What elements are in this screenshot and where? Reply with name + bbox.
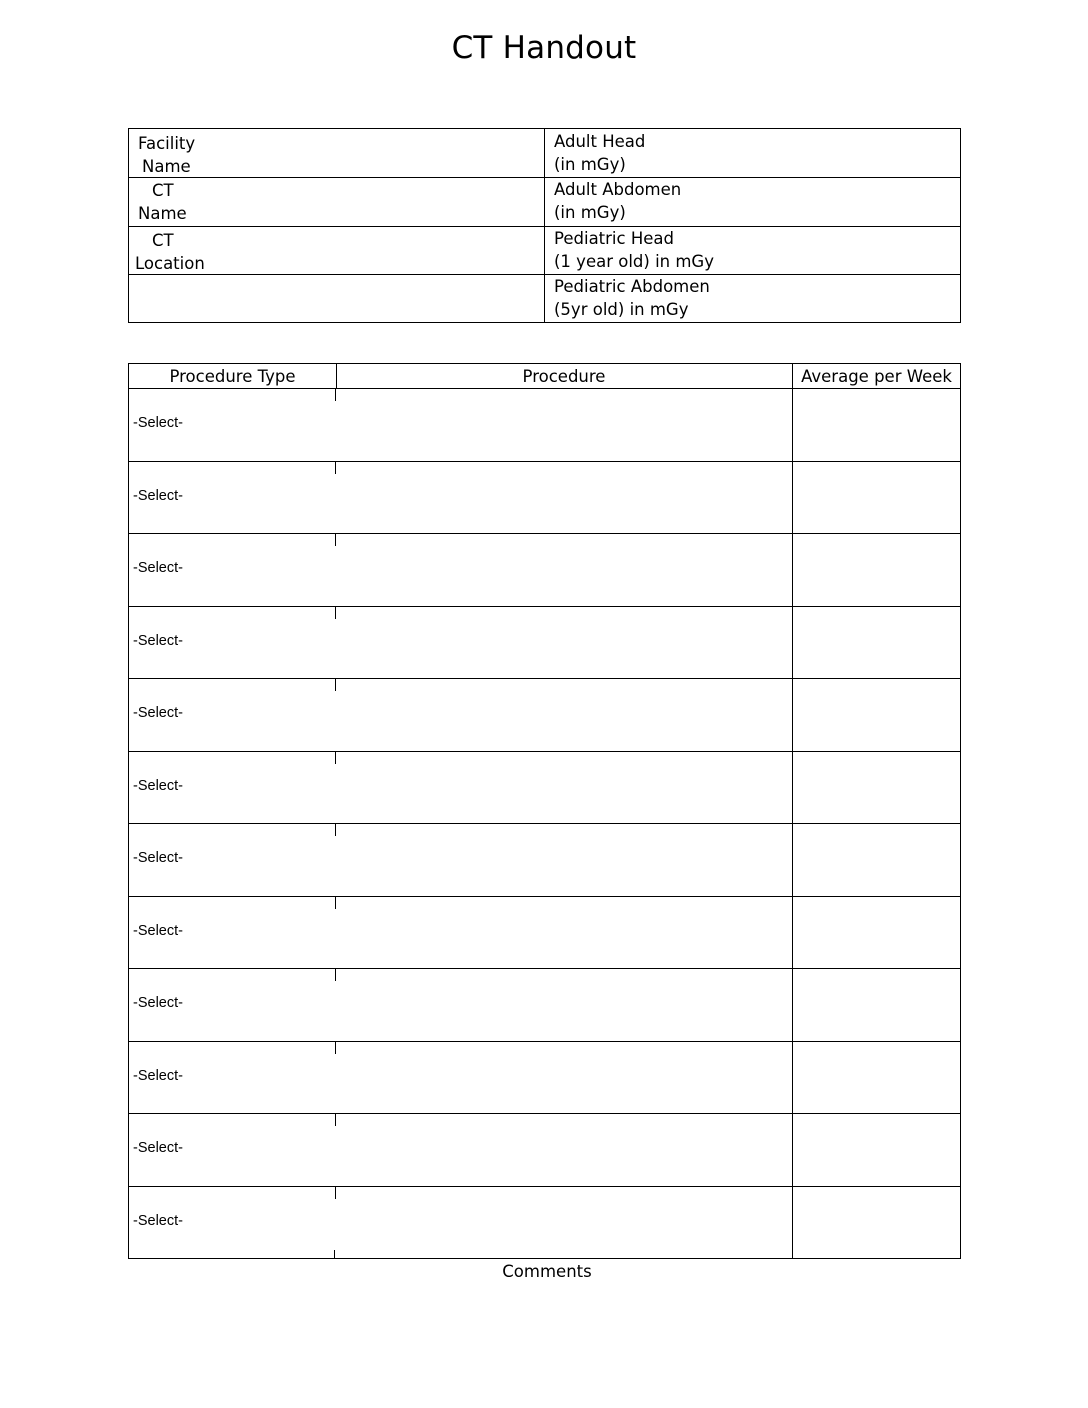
procedure-type-select[interactable]: -Select- [133, 1140, 183, 1156]
dose-row-ct-name [129, 177, 960, 226]
table-end-tick [334, 1250, 335, 1258]
dose-right-label-line1: Adult Head [554, 132, 646, 151]
table-row [129, 679, 960, 752]
average-per-week-field[interactable] [792, 1114, 960, 1186]
cell-divider-tick [335, 752, 336, 764]
cell-divider-tick [335, 462, 336, 474]
average-per-week-field[interactable] [792, 534, 960, 606]
procedure-field[interactable] [337, 621, 789, 673]
procedure-type-select[interactable]: -Select- [133, 560, 183, 576]
header-average-per-week: Average per Week [801, 367, 952, 386]
dose-right-label-line1: Pediatric Abdomen [554, 277, 710, 296]
adult-head-dose-field[interactable] [554, 129, 954, 178]
cell-divider-tick [335, 607, 336, 619]
cell-divider-tick [335, 1187, 336, 1199]
cell-divider-tick [335, 824, 336, 836]
dose-right-label-line2: (5yr old) in mGy [554, 300, 689, 319]
procedure-field[interactable] [337, 1056, 789, 1108]
comments-label: Comments [502, 1262, 592, 1281]
procedure-type-select[interactable]: -Select- [133, 415, 183, 431]
facility-name-field[interactable] [129, 129, 544, 178]
procedure-type-select[interactable]: -Select- [133, 922, 183, 939]
dose-row-facility [129, 129, 960, 178]
table-row [129, 1042, 960, 1115]
adult-abdomen-dose-field[interactable] [554, 178, 954, 227]
dose-right-label-line2: (in mGy) [554, 155, 626, 174]
average-per-week-field[interactable] [792, 824, 960, 896]
procedure-type-select[interactable]: -Select- [133, 487, 183, 504]
procedure-field[interactable] [337, 766, 789, 818]
dose-left-empty-field[interactable] [129, 275, 544, 324]
table-row [129, 389, 960, 462]
dose-left-label-line1: Facility [138, 134, 196, 153]
table-row [129, 897, 960, 970]
procedure-table-header [129, 364, 960, 389]
procedure-type-select[interactable]: -Select- [133, 995, 183, 1011]
cell-divider-tick [335, 679, 336, 691]
average-per-week-field[interactable] [792, 752, 960, 824]
table-row [129, 1114, 960, 1187]
cell-divider-tick [335, 534, 336, 546]
dose-row-ct-location [129, 226, 960, 275]
dose-info-table [128, 128, 961, 323]
average-per-week-field[interactable] [792, 897, 960, 969]
procedure-field[interactable] [337, 693, 789, 745]
header-procedure-type: Procedure Type [169, 367, 296, 386]
dose-left-label-line2: Name [142, 157, 191, 176]
table-row [129, 534, 960, 607]
header-procedure: Procedure [522, 367, 606, 386]
average-per-week-field[interactable] [792, 607, 960, 679]
procedure-field[interactable] [337, 1201, 789, 1253]
cell-divider-tick [335, 1042, 336, 1054]
table-row [129, 462, 960, 535]
average-per-week-field[interactable] [792, 1187, 960, 1259]
average-per-week-field[interactable] [792, 969, 960, 1041]
dose-right-label-line1: Adult Abdomen [554, 180, 682, 199]
table-row [129, 969, 960, 1042]
cell-divider-tick [335, 389, 336, 401]
procedure-field[interactable] [337, 476, 789, 528]
table-row [129, 1187, 960, 1260]
dose-right-label-line1: Pediatric Head [554, 229, 674, 248]
average-per-week-field[interactable] [792, 389, 960, 461]
procedure-type-select[interactable]: -Select- [133, 632, 183, 649]
procedure-table [128, 363, 961, 1259]
cell-divider-tick [335, 897, 336, 909]
procedure-type-select[interactable]: -Select- [133, 1212, 183, 1229]
dose-right-label-line2: (in mGy) [554, 203, 626, 222]
dose-row-pediatric-abdomen [129, 274, 960, 323]
dose-left-label-line2: Location [135, 254, 205, 273]
page-title: CT Handout [451, 30, 637, 66]
procedure-field[interactable] [337, 1128, 789, 1180]
procedure-type-select[interactable]: -Select- [133, 850, 183, 866]
dose-left-label-line1: CT [152, 181, 174, 200]
average-per-week-field[interactable] [792, 679, 960, 751]
procedure-type-select[interactable]: -Select- [133, 777, 183, 794]
average-per-week-field[interactable] [792, 462, 960, 534]
procedure-field[interactable] [337, 403, 789, 455]
dose-left-label-line2: Name [138, 204, 187, 223]
procedure-field[interactable] [337, 911, 789, 963]
procedure-field[interactable] [337, 548, 789, 600]
ct-name-field[interactable] [129, 178, 544, 227]
procedure-field[interactable] [337, 983, 789, 1035]
dose-left-label-line1: CT [152, 231, 174, 250]
procedure-type-select[interactable]: -Select- [133, 705, 183, 721]
pediatric-head-dose-field[interactable] [554, 227, 954, 276]
ct-location-field[interactable] [129, 227, 544, 276]
table-row [129, 752, 960, 825]
procedure-type-select[interactable]: -Select- [133, 1067, 183, 1084]
table-row [129, 607, 960, 680]
procedure-field[interactable] [337, 838, 789, 890]
cell-divider-tick [335, 969, 336, 981]
average-per-week-field[interactable] [792, 1042, 960, 1114]
procedure-rows [129, 389, 960, 1259]
cell-divider-tick [335, 1114, 336, 1126]
table-row [129, 824, 960, 897]
pediatric-abdomen-dose-field[interactable] [554, 275, 954, 324]
dose-right-label-line2: (1 year old) in mGy [554, 252, 714, 271]
